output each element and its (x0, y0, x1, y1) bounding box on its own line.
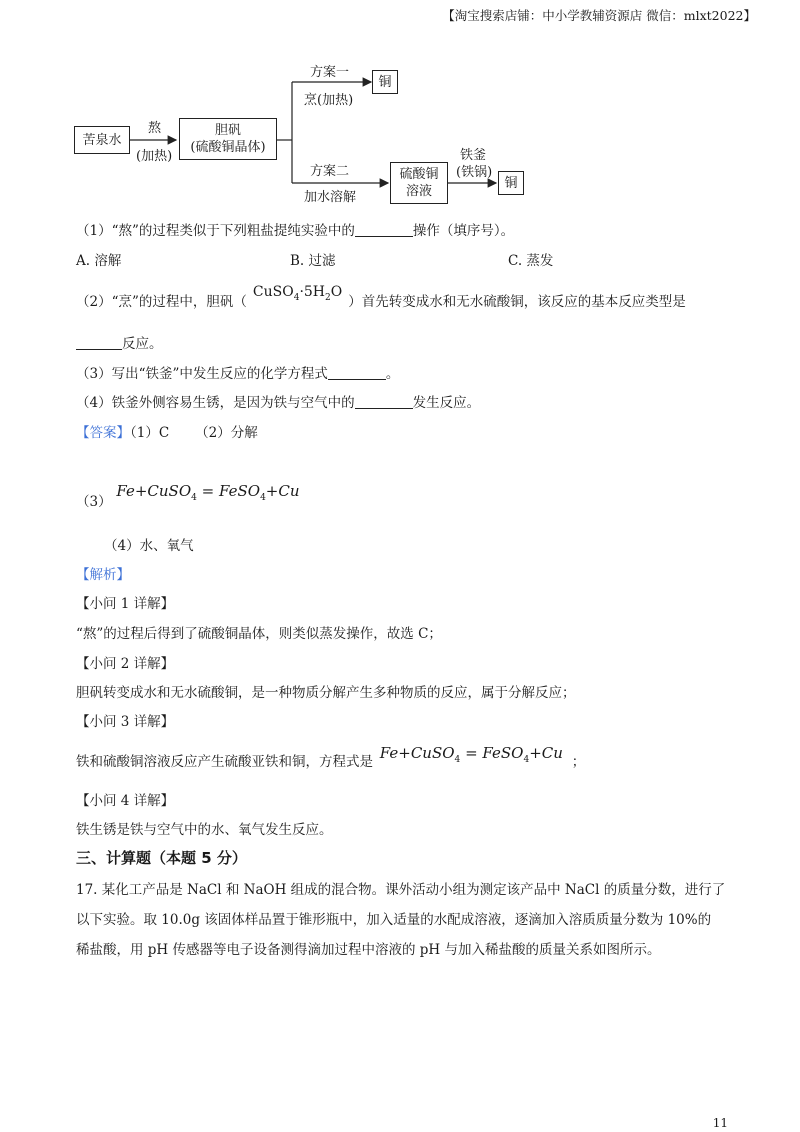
plan-one-step-label: 烹(加热) (304, 93, 354, 108)
eq2-sub-2: 4 (523, 755, 530, 765)
formula-5h: ·5H (299, 284, 326, 300)
eq2-plus-1: + (398, 744, 411, 762)
answer-3-line (76, 482, 300, 513)
answer-2: （2）分解 (195, 425, 258, 441)
question-4-tail: 发生反应。 (412, 395, 481, 411)
iron-pot-label: (铁锅) (456, 165, 493, 180)
sub-question-4-title: 【小问 4 详解】 (76, 793, 175, 809)
blue-vitriol-label: 胆矾 (214, 123, 241, 138)
solution-label: 溶液 (405, 184, 432, 199)
sub-question-2-text: 胆矾转变成水和无水硫酸铜，是一种物质分解产生多种物质的反应，属于分解反应； (76, 685, 576, 701)
blue-vitriol-box (179, 118, 277, 160)
answer-blank-2 (76, 335, 122, 350)
question-17-line-3: 稀盐酸，用 pH 传感器等电子设备测得滴加过程中溶液的 pH 与加入稀盐酸的质量关系如图所示。 (76, 942, 661, 958)
question-3 (76, 362, 399, 382)
eq-plus-1: + (134, 482, 148, 500)
question-3-text: （3）写出“铁釜”中发生反应的化学方程式 (76, 366, 328, 382)
sub-question-3-line (76, 744, 586, 773)
bitter-spring-box (74, 126, 130, 154)
eq2-fe: Fe (379, 744, 399, 762)
eq-fe: Fe (116, 482, 135, 500)
copper-label-2: 铜 (504, 175, 518, 191)
option-a: A. 溶解 (76, 253, 122, 269)
question-1-tail: 操作（填序号）。 (412, 223, 515, 239)
copper-sulfate-label: 硫酸铜 (399, 167, 439, 182)
sub-question-1-text: “熬”的过程后得到了硫酸铜晶体，则类似蒸发操作，故选 C； (76, 626, 442, 642)
question-1 (76, 219, 514, 239)
blue-vitriol-sub-label: (硫酸铜晶体) (190, 140, 266, 155)
formula-sub-4: 4 (293, 292, 300, 303)
answer-blank-4 (355, 394, 413, 409)
eq2-equals: = (465, 744, 478, 762)
eq-sub-1: 4 (191, 493, 197, 503)
answer-blank-3 (328, 365, 386, 380)
answer-1: （1）C (130, 425, 170, 441)
copper-box-2 (498, 171, 524, 195)
page-header: 【淘宝搜索店铺：中小学教辅资源店 微信：mlxt2022】 (442, 8, 756, 23)
question-2-tail: ）首先转变成水和无水硫酸铜，该反应的基本反应类型是 (348, 294, 686, 310)
answer-line (76, 421, 258, 441)
eq2-cu: Cu (541, 744, 563, 762)
question-4-text: （4）铁釜外侧容易生锈，是因为铁与空气中的 (76, 395, 355, 411)
plan-two-step-label: 加水溶解 (304, 190, 357, 205)
question-2-text: （2）“烹”的过程中，胆矾（ (76, 294, 247, 310)
question-2-line-2-text: 反应。 (122, 336, 163, 352)
plan-one-label: 方案一 (310, 65, 350, 80)
boil-heat-label: (加热) (136, 149, 173, 164)
option-c: C. 蒸发 (508, 253, 554, 269)
question-17-line-2: 以下实验。取 10.0g 该固体样品置于锥形瓶中，加入适量的水配成溶液，逐滴加入溶质质量分数为 10%的 (76, 912, 712, 928)
eq2-feso: FeSO (482, 744, 524, 762)
sub-question-3-equation (375, 744, 568, 765)
sub-question-3-text: 铁和硫酸铜溶液反应产生硫酸亚铁和铜，方程式是 (76, 754, 373, 770)
eq-cuso: CuSO (147, 482, 192, 500)
answer-label: 【答案】 (76, 425, 130, 441)
sub-question-2-title: 【小问 2 详解】 (76, 656, 175, 672)
eq-plus-2: + (265, 482, 279, 500)
question-3-tail: 。 (385, 366, 400, 382)
answer-3-equation (112, 482, 300, 503)
sub-question-3-title: 【小问 3 详解】 (76, 714, 175, 730)
copper-sulfate-solution-box (390, 162, 448, 204)
question-1-text: （1）“熬”的过程类似于下列粗盐提纯实验中的 (76, 223, 355, 239)
sub-question-4-text: 铁生锈是铁与空气中的水、氧气发生反应。 (76, 822, 333, 838)
blue-vitriol-formula (252, 284, 343, 303)
eq-cu: Cu (278, 482, 300, 500)
question-4 (76, 391, 480, 411)
sub-question-3-end: ； (571, 754, 586, 770)
answer-3-number: （3） (76, 494, 112, 510)
page-number: 11 (712, 1116, 728, 1130)
question-2 (76, 284, 686, 313)
answer-blank-1 (355, 222, 413, 237)
answer-4: （4）水、氧气 (104, 538, 194, 554)
copper-box-1 (372, 70, 398, 94)
boil-label: 熬 (148, 121, 162, 136)
question-17-line-1: 17. 某化工产品是 NaCl 和 NaOH 组成的混合物。课外活动小组为测定该产品中 NaCl 的质量分数，进行了 (76, 882, 726, 898)
analysis-label: 【解析】 (76, 567, 130, 583)
eq-feso: FeSO (219, 482, 261, 500)
eq-sub-2: 4 (260, 493, 266, 503)
formula-cuso: CuSO (252, 284, 294, 300)
eq2-plus-2: + (529, 744, 542, 762)
formula-sub-2: 2 (325, 292, 331, 303)
copper-label-1: 铜 (378, 74, 392, 90)
eq2-cuso: CuSO (410, 744, 455, 762)
option-b: B. 过滤 (290, 253, 336, 269)
section-3-title: 三、计算题（本题 5 分） (76, 849, 247, 867)
formula-o: O (330, 284, 343, 300)
sub-question-1-title: 【小问 1 详解】 (76, 596, 175, 612)
eq-equals: = (201, 482, 215, 500)
eq2-sub-1: 4 (454, 755, 461, 765)
question-2-line-2 (76, 332, 163, 352)
bitter-spring-label: 苦泉水 (82, 132, 122, 148)
plan-two-label: 方案二 (310, 164, 350, 179)
iron-wok-label: 铁釜 (460, 148, 487, 163)
